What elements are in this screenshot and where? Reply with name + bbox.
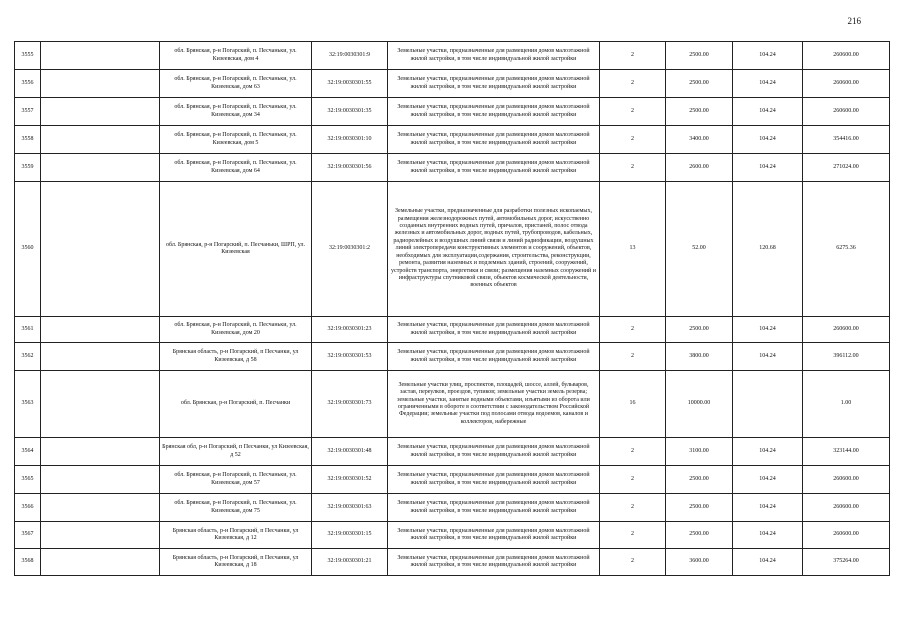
address-cell: Брянская область, р-н Погарский, п Песчанки, ул Кизеевская, д 58 [160,343,312,371]
cadastral-number-cell: 32:19:0030301:23 [312,317,388,343]
area-cell: 2500.00 [666,494,733,522]
cadastral-value-cell: 260600.00 [803,42,890,70]
land-use-cell: Земельные участки, предназначенные для размещения домов малоэтажной жилой застройки, в том числе индивидуальной жилой застройки [388,549,600,576]
cadastral-number-cell: 32:19:0030301:2 [312,182,388,317]
table-row [15,438,890,466]
area-cell: 2600.00 [666,154,733,182]
address-cell: Брянская обл, р-н Погарский, п Песчанки, ул Кизеевская, д 52 [160,438,312,466]
specific-value-cell: 104.24 [733,42,803,70]
group-code-cell: 2 [600,154,666,182]
land-use-cell: Земельные участки, предназначенные для размещения домов малоэтажной жилой застройки, в том числе индивидуальной жилой застройки [388,126,600,154]
cadastral-value-cell: 260600.00 [803,70,890,98]
cadastral-value-cell: 260600.00 [803,522,890,549]
row-number-cell: 3567 [15,522,41,549]
cadastral-value-cell: 6275.36 [803,182,890,317]
empty-cell [41,549,160,576]
empty-cell [41,70,160,98]
group-code-cell: 2 [600,70,666,98]
specific-value-cell: 104.24 [733,438,803,466]
specific-value-cell: 104.24 [733,126,803,154]
group-code-cell: 2 [600,494,666,522]
group-code-cell: 2 [600,522,666,549]
land-use-cell: Земельные участки, предназначенные для размещения домов малоэтажной жилой застройки, в том числе индивидуальной жилой застройки [388,42,600,70]
empty-cell [41,182,160,317]
row-number-cell: 3563 [15,371,41,438]
specific-value-cell: 104.24 [733,549,803,576]
group-code-cell: 2 [600,549,666,576]
row-number-cell: 3558 [15,126,41,154]
address-cell: обл. Брянская, р-н Погарский, п. Песчаньки, ул. Кизеевская, дом 5 [160,126,312,154]
land-use-cell: Земельные участки, предназначенные для размещения домов малоэтажной жилой застройки, в том числе индивидуальной жилой застройки [388,98,600,126]
cadastral-number-cell: 32:19:0030301:53 [312,343,388,371]
table-row [15,549,890,576]
row-number-cell: 3565 [15,466,41,494]
land-use-cell: Земельные участки, предназначенные для размещения домов малоэтажной жилой застройки, в том числе индивидуальной жилой застройки [388,438,600,466]
table-row [15,182,890,317]
address-cell: обл. Брянская, р-н Погарский, п. Песчаньки, ул. Кизеевская, дом 63 [160,70,312,98]
address-cell: обл. Брянская, р-н Погарский, п. Песчаньки, ШРП, ул. Кизеевская [160,182,312,317]
group-code-cell: 2 [600,466,666,494]
area-cell: 3800.00 [666,343,733,371]
cadastral-number-cell: 32:19:0030301:21 [312,549,388,576]
specific-value-cell: 104.24 [733,494,803,522]
row-number-cell: 3561 [15,317,41,343]
area-cell: 2500.00 [666,98,733,126]
group-code-cell: 2 [600,42,666,70]
row-number-cell: 3562 [15,343,41,371]
cadastral-number-cell: 32:19:0030301:35 [312,98,388,126]
area-cell: 10000.00 [666,371,733,438]
table-row [15,42,890,70]
area-cell: 52.00 [666,182,733,317]
empty-cell [41,154,160,182]
specific-value-cell: 104.24 [733,522,803,549]
cadastral-value-cell: 260600.00 [803,494,890,522]
row-number-cell: 3555 [15,42,41,70]
area-cell: 2500.00 [666,42,733,70]
cadastral-number-cell: 32:19:0030301:9 [312,42,388,70]
empty-cell [41,98,160,126]
specific-value-cell [733,371,803,438]
table-row [15,154,890,182]
table-row [15,98,890,126]
address-cell: обл. Брянская, р-н Погарский, п. Песчаньки, ул. Кизеевская, дом 20 [160,317,312,343]
specific-value-cell: 104.24 [733,343,803,371]
address-cell: Брянская область, р-н Погарский, п Песчанки, ул Кизеевская, д 12 [160,522,312,549]
row-number-cell: 3564 [15,438,41,466]
table-row [15,317,890,343]
table-row [15,371,890,438]
group-code-cell: 2 [600,343,666,371]
cadastral-value-cell: 375264.00 [803,549,890,576]
cadastral-number-cell: 32:19:0030301:63 [312,494,388,522]
address-cell: Брянская область, р-н Погарский, п Песчанки, ул Кизеевская, д 18 [160,549,312,576]
specific-value-cell: 104.24 [733,154,803,182]
empty-cell [41,466,160,494]
cadastral-value-cell: 323144.00 [803,438,890,466]
row-number-cell: 3566 [15,494,41,522]
empty-cell [41,343,160,371]
land-use-cell: Земельные участки, предназначенные для размещения домов малоэтажной жилой застройки, в том числе индивидуальной жилой застройки [388,494,600,522]
cadastral-value-cell: 271024.00 [803,154,890,182]
table-row [15,522,890,549]
land-use-cell: Земельные участки, предназначенные для размещения домов малоэтажной жилой застройки, в том числе индивидуальной жилой застройки [388,343,600,371]
cadastral-number-cell: 32:19:0030301:15 [312,522,388,549]
table-row [15,466,890,494]
area-cell: 3400.00 [666,126,733,154]
table-row [15,494,890,522]
land-use-cell: Земельные участки, предназначенные для разработки полезных ископаемых, размещения железнодорожных путей, автомобильных дорог, искусственно созданных внутренних водных путей, причалов, пристаней, полос отвода железных и автомобильных дорог, водных путей, трубопроводов, кабельных, радиорелейных и воздушных линий связи и линий радиофикации, воздушных линий электропередачи конструктивных элементов и сооружений, объектов, необходимых для эксплуатации,содержания, строительства, реконструкции, ремонта, развития наземных и подземных зданий, строений, сооружений, устройств транспорта, энергетики и связи; размещения наземных сооружений и инфраструктуры спутниковой связи, объектов космической деятельности, военных объектов [388,182,600,317]
empty-cell [41,126,160,154]
specific-value-cell: 104.24 [733,98,803,126]
address-cell: обл. Брянская, р-н Погарский, п. Песчаньки, ул. Кизеевская, дом 34 [160,98,312,126]
area-cell: 3100.00 [666,438,733,466]
land-use-cell: Земельные участки, предназначенные для размещения домов малоэтажной жилой застройки, в том числе индивидуальной жилой застройки [388,317,600,343]
table-row [15,70,890,98]
area-cell: 2500.00 [666,522,733,549]
cadastral-value-cell: 354416.00 [803,126,890,154]
cadastral-value-cell: 260600.00 [803,317,890,343]
cadastral-number-cell: 32:19:0030301:52 [312,466,388,494]
land-use-cell: Земельные участки, предназначенные для размещения домов малоэтажной жилой застройки, в том числе индивидуальной жилой застройки [388,522,600,549]
table-row [15,126,890,154]
cadastral-number-cell: 32:19:0030301:10 [312,126,388,154]
specific-value-cell: 120.68 [733,182,803,317]
cadastral-value-cell: 396112.00 [803,343,890,371]
address-cell: обл. Брянская, р-н Погарский, п. Песчанки [160,371,312,438]
specific-value-cell: 104.24 [733,70,803,98]
address-cell: обл. Брянская, р-н Погарский, п. Песчаньки, ул. Кизеевская, дом 57 [160,466,312,494]
page-number: 216 [847,16,861,26]
empty-cell [41,522,160,549]
specific-value-cell: 104.24 [733,317,803,343]
empty-cell [41,494,160,522]
cadastral-value-cell: 260600.00 [803,466,890,494]
group-code-cell: 13 [600,182,666,317]
area-cell: 3600.00 [666,549,733,576]
empty-cell [41,438,160,466]
cadastral-value-cell: 260600.00 [803,98,890,126]
row-number-cell: 3559 [15,154,41,182]
empty-cell [41,317,160,343]
address-cell: обл. Брянская, р-н Погарский, п. Песчаньки, ул. Кизеевская, дом 4 [160,42,312,70]
area-cell: 2500.00 [666,317,733,343]
land-use-cell: Земельные участки улиц, проспектов, площадей, шоссе, аллей, бульваров, застав, переулков, проездов, тупиков; земельные участки земель резерва; земельные участки, занятые водными объектами, изъятыми из оборота или ограниченными в обороте в соответствии с законодательством Российской Федерации; земельные участки под полосами отвода водоемов, каналов и коллекторов, набережные [388,371,600,438]
group-code-cell: 2 [600,317,666,343]
cadastral-number-cell: 32:19:0030301:73 [312,371,388,438]
group-code-cell: 2 [600,98,666,126]
cadastral-number-cell: 32:19:0030301:48 [312,438,388,466]
area-cell: 2500.00 [666,70,733,98]
group-code-cell: 2 [600,126,666,154]
row-number-cell: 3568 [15,549,41,576]
land-use-cell: Земельные участки, предназначенные для размещения домов малоэтажной жилой застройки, в том числе индивидуальной жилой застройки [388,70,600,98]
cadastral-number-cell: 32:19:0030301:56 [312,154,388,182]
land-use-cell: Земельные участки, предназначенные для размещения домов малоэтажной жилой застройки, в том числе индивидуальной жилой застройки [388,154,600,182]
row-number-cell: 3560 [15,182,41,317]
row-number-cell: 3556 [15,70,41,98]
specific-value-cell: 104.24 [733,466,803,494]
cadastral-value-cell: 1.00 [803,371,890,438]
cadastral-value-table [14,41,890,576]
empty-cell [41,42,160,70]
row-number-cell: 3557 [15,98,41,126]
group-code-cell: 16 [600,371,666,438]
address-cell: обл. Брянская, р-н Погарский, п. Песчаньки, ул. Кизеевская, дом 64 [160,154,312,182]
table-row [15,343,890,371]
area-cell: 2500.00 [666,466,733,494]
empty-cell [41,371,160,438]
land-use-cell: Земельные участки, предназначенные для размещения домов малоэтажной жилой застройки, в том числе индивидуальной жилой застройки [388,466,600,494]
group-code-cell: 2 [600,438,666,466]
cadastral-number-cell: 32:19:0030301:55 [312,70,388,98]
address-cell: обл. Брянская, р-н Погарский, п. Песчаньки, ул. Кизеевская, дом 75 [160,494,312,522]
